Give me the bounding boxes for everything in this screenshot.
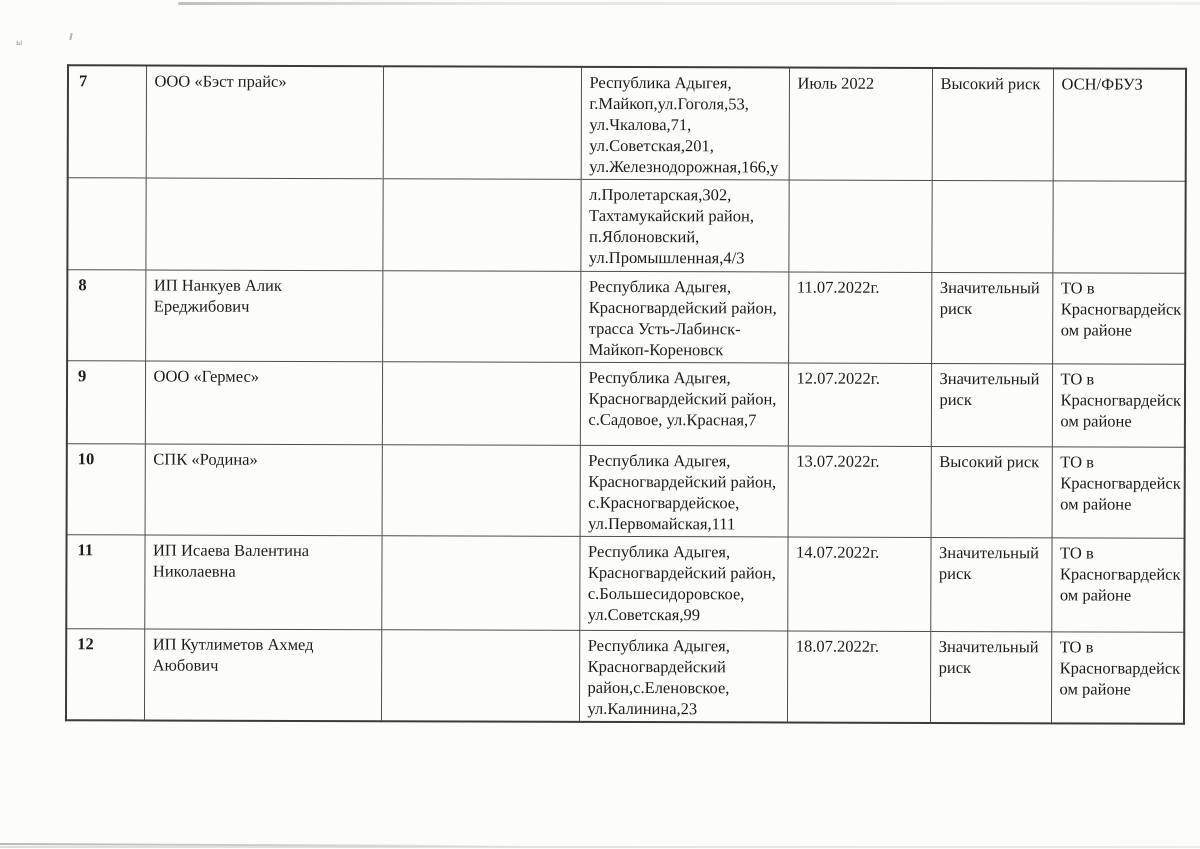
table-row [67,178,1185,274]
cell-date: Июль 2022 [789,68,932,181]
cell-num: 7 [68,65,146,178]
cell-date: 14.07.2022г. [787,537,930,631]
cell-date: 13.07.2022г. [788,446,931,537]
inspection-table-grid [65,64,1187,725]
cell-empty [382,362,580,446]
cell-name: ИП Нанкуев Алик Ереджибович [145,270,382,362]
cell-org: ТО в Красногвардейск ом районе [1051,538,1184,632]
cell-num: 11 [66,535,144,629]
inspection-table-body [66,65,1186,724]
cell-risk: Значительный риск [930,631,1051,723]
cell-org: ТО в Красногвардейск ом районе [1052,447,1185,538]
scan-artifact-tick [69,33,72,40]
scan-edge-bottom [0,846,1200,848]
cell-name: СПК «Родина» [145,444,382,536]
cell-name [145,178,382,271]
cell-num: 9 [67,361,145,444]
table-row [67,270,1185,365]
cell-empty [382,179,580,272]
cell-risk: Значительный риск [930,537,1051,631]
cell-name: ИП Исаева Валентина Николаевна [144,535,381,630]
cell-address: Республика Адыгея, Красногвардейский район, с.Садовое, ул.Красная,7 [580,362,788,446]
cell-org: ТО в Красногвардейск ом районе [1051,632,1184,724]
cell-name: ИП Кутлиметов Ахмед Аюбович [144,629,381,721]
cell-name: ООО «Бэст прайс» [146,65,383,178]
cell-risk: Значительный риск [931,363,1052,446]
cell-empty [382,271,580,363]
cell-address: Республика Адыгея, Красногвардейский район, с.Большесидоровское, ул.Советская,99 [579,536,787,631]
cell-num: 12 [66,629,144,721]
cell-address: Республика Адыгея, Красногвардейский район,с.Еленовское, ул.Калинина,23 [579,630,787,722]
cell-risk [931,180,1052,272]
cell-org: ОСН/ФБУЗ [1053,68,1186,181]
cell-empty [381,630,579,722]
cell-org: ТО в Красногвардейск ом районе [1052,273,1185,364]
cell-empty [381,536,579,631]
table-row [66,535,1184,633]
table-row [66,629,1184,724]
cell-date: 18.07.2022г. [787,631,930,723]
cell-empty [382,445,580,537]
cell-empty [383,66,581,179]
cell-address: Республика Адыгея, Красногвардейский район, с.Красногвардейское, ул.Первомайская,111 [580,445,788,537]
cell-risk: Высокий риск [931,446,1052,537]
cell-name: ООО «Гермес» [145,361,382,445]
cell-risk: Высокий риск [932,68,1053,181]
cell-num: 8 [67,270,145,361]
cell-date: 12.07.2022г. [788,363,931,446]
cell-address: л.Пролетарская,302, Тахтамукайский район, п.Яблоновский, ул.Промышленная,4/3 [580,179,788,272]
cell-address: Республика Адыгея, г.Майкоп,ул.Гоголя,53, ул.Чкалова,71, ул.Советская,201, ул.Железнодорожная,166,у [581,67,789,180]
table-row [68,65,1186,181]
cell-org [1052,181,1185,273]
cell-date [788,180,931,272]
scan-artifact-top-line [178,2,1200,5]
cell-risk: Значительный риск [931,272,1052,363]
inspection-table [65,64,1187,725]
cell-org: ТО в Красногвардейск ом районе [1052,364,1185,447]
cell-date: 11.07.2022г. [788,272,931,363]
cell-num: 10 [67,444,145,535]
table-row [67,444,1185,539]
table-row [67,361,1185,448]
scan-artifact-speck: ы [16,38,23,47]
cell-num [67,178,145,270]
cell-address: Республика Адыгея, Красногвардейский район, трасса Усть-Лабинск- Майкоп-Кореновск [580,271,788,363]
